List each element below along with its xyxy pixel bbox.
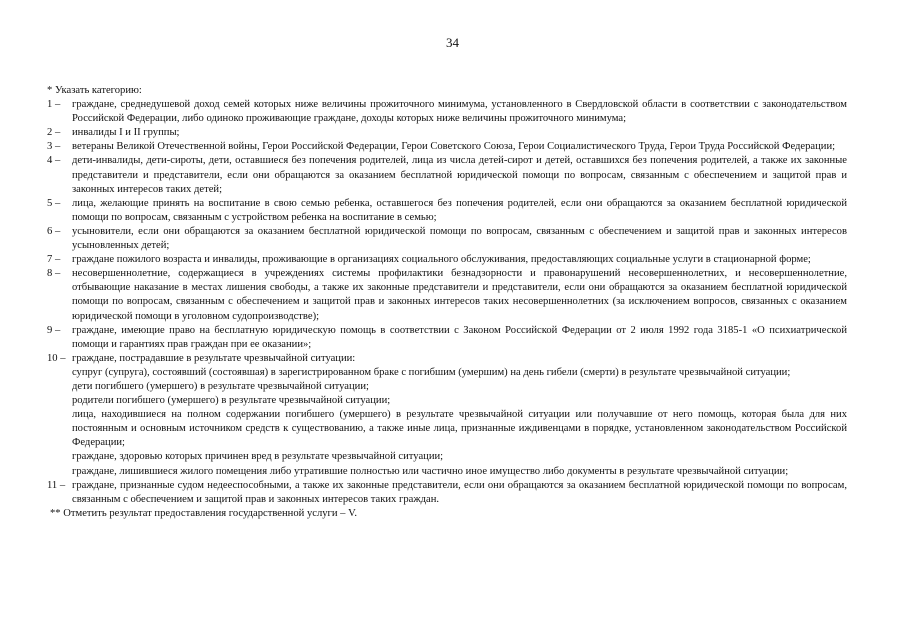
item-number: 5 –	[47, 197, 61, 209]
item-subline: супруг (супруга), состоявший (состоявшая) в зарегистрированном браке с погибшим (умершим) на день гибели (смерти) в результате чрезвычайной ситуации;	[72, 366, 791, 378]
item-subline: граждане, лишившиеся жилого помещения либо утратившие полностью или частично иное имущество либо документы в результате чрезвычайной ситуации;	[72, 465, 789, 477]
item-subline: лица, находившиеся на полном содержании погибшего (умершего) в результате чрезвычайной ситуации или получавшие от него помощь, которая была для них постоянным и основным источником средств к существованию, а также иные лица, признанные иждивенцами в порядке, установленном законодательством Российской Федерации;	[72, 409, 847, 449]
item-number: 4 –	[47, 155, 61, 167]
category-item-11	[47, 479, 847, 507]
category-item-10	[47, 352, 847, 479]
category-heading: * Указать категорию:	[47, 85, 142, 96]
item-number: 2 –	[47, 127, 61, 139]
item-text: усыновители, если они обращаются за оказанием бесплатной юридической помощи по вопросам, связанным с обеспечением и защитой прав и законных интересов усыновленных детей;	[72, 225, 847, 252]
item-text: граждане, имеющие право на бесплатную юридическую помощь в соответствии с Законом Российской Федерации от 2 июля 1992 года 3185-1 «О психиатрической помощи и гарантиях прав граждан при ее оказании»;	[72, 324, 847, 350]
item-number: 11 –	[47, 479, 66, 491]
item-text: граждане, признанные судом недееспособными, а также их законные представители, если они обращаются за оказанием бесплатной юридической помощи по вопросам, связанным с обеспечением и защитой прав и законных интересов таких граждан.	[72, 479, 847, 505]
item-subline: родители погибшего (умершего) в результате чрезвычайной ситуации;	[72, 395, 391, 407]
item-text: инвалиды I и II группы;	[72, 127, 180, 139]
item-text: граждане, пострадавшие в результате чрезвычайной ситуации:	[72, 352, 356, 364]
category-item-8	[47, 267, 847, 323]
item-number: 3 –	[47, 141, 61, 153]
item-number: 7 –	[47, 254, 61, 266]
item-subline: дети погибшего (умершего) в результате чрезвычайной ситуации;	[72, 380, 369, 392]
item-number: 9 –	[47, 324, 61, 336]
page-number: 34	[446, 35, 459, 50]
category-list-section	[47, 84, 847, 521]
category-item-7	[47, 253, 847, 267]
item-text: дети-инвалиды, дети-сироты, дети, оставшиеся без попечения родителей, лица из числа детей-сирот и детей, оставшихся без попечения родителей, а также их законные представители и представители, если они обращаются за оказанием бесплатной юридической помощи по вопросам, связанным с обеспечением и защитой прав и законных интересов таких детей;	[72, 155, 847, 195]
item-group	[72, 352, 847, 479]
category-item-5	[47, 197, 847, 225]
category-item-3	[47, 140, 847, 154]
category-item-4	[47, 154, 847, 196]
item-text: лица, желающие принять на воспитание в свою семью ребенка, оставшегося без попечения родителей, если они обращаются за оказанием бесплатной юридической помощи по вопросам, связанным с устройством ребенка на воспитание в семью;	[72, 197, 847, 223]
item-text: граждане, среднедушевой доход семей которых ниже величины прожиточного минимума, установленного в Свердловской области в соответствии с законодательством Российской Федерации, либо одиноко проживающие граждане, доходы которых ниже величины прожиточного минимума;	[72, 99, 847, 125]
category-item-2	[47, 126, 847, 140]
item-number: 10 –	[47, 352, 66, 364]
category-item-6	[47, 225, 847, 253]
item-text: граждане пожилого возраста и инвалиды, проживающие в организациях социального обслуживания, предоставляющих социальные услуги в стационарной форме;	[72, 254, 811, 266]
item-number: 8 –	[47, 268, 61, 280]
item-number: 6 –	[47, 225, 61, 237]
item-text: ветераны Великой Отечественной войны, Герои Российской Федерации, Герои Советского Союза, Герои Социалистического Труда, Герои Труда Российской Федерации;	[72, 141, 836, 153]
item-subline: граждане, здоровью которых причинен вред в результате чрезвычайной ситуации;	[72, 451, 444, 463]
category-item-1	[47, 98, 847, 126]
category-item-9	[47, 324, 847, 352]
item-number: 1 –	[47, 99, 61, 111]
item-text: несовершеннолетние, содержащиеся в учреждениях системы профилактики безнадзорности и правонарушений несовершеннолетних, и несовершеннолетние, отбывающие наказание в местах лишения свободы, а также их законные представители и представители, если они обращаются за оказанием бесплатной юридической помощи по вопросам, связанным с обеспечением и защитой прав и законных интересов таких несовершеннолетних (за исключением вопросов, связанных с оказанием юридической помощи в уголовном судопроизводстве);	[72, 268, 847, 322]
footnote: ** Отметить результат предоставления государственной услуги – V.	[50, 507, 358, 519]
